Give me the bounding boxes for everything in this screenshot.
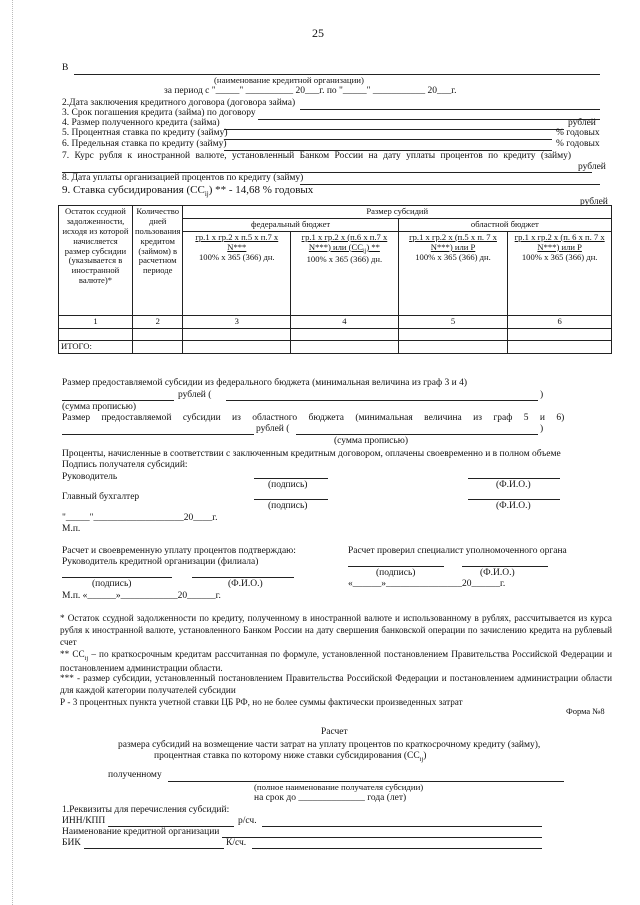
accountant-label: Главный бухгалтер [62,492,140,502]
form-8-label: Форма №8 [566,706,605,716]
federal-words-field[interactable] [226,400,538,401]
total-cell[interactable] [508,340,612,353]
head-signature-field[interactable] [254,478,328,479]
footnote-2: ** $CC_{ij}$ – по краткосрочным кредитам рассчитанная по формуле, установленной постановлением Правительства Российской Федерации и постановлением администрации области. [60,649,612,674]
bik-field[interactable] [84,848,224,849]
col-balance-header: Остаток ссудной задолженности, исходя из которой начисляется размер субсидии (указывается в иностранной валюте)* [59,206,133,316]
received-label: полученному [108,770,162,780]
bank-signature-caption: (подпись) [92,579,132,589]
item-2-field[interactable] [300,109,600,110]
item-8-field[interactable] [300,184,600,185]
head-fio-field[interactable] [468,478,560,479]
item-5-suffix: % годовых [556,128,600,138]
data-cell[interactable] [132,328,183,340]
col-num-6: 6 [508,315,612,328]
requisites-title: 1.Реквизиты для перечисления субсидий: [62,805,230,815]
regional-amount-line: Размер предоставляемой субсидии из областного бюджета (минимальная величина из граф 5 и 6) [62,413,565,423]
federal-amount-line: Размер предоставляемой субсидии из федерального бюджета (минимальная величина из граф 3 и 4) [62,378,468,388]
item-7-suffix: рублей [578,162,606,172]
head-role-label: Руководитель [62,472,118,482]
col-num-2: 2 [132,315,183,328]
item-4-label: 4. Размер полученного кредита (займа) [62,118,220,128]
federal-formula-1: гр.1 х гр.2 х п.5 х п.7 х N*** 100% х 365 (366) дн. [183,231,291,315]
specialist-fio-field[interactable] [462,566,548,567]
regional-close-paren: ) [540,424,544,434]
regional-sum-words-caption: (сумма прописью) [334,436,408,446]
checked-by-label: Расчет проверил специалист уполномоченного органа [348,546,567,556]
federal-sum-words-caption: (сумма прописью) [62,402,136,412]
federal-amount-field[interactable] [62,400,174,401]
to-prefix: В [62,63,69,73]
specialist-signature-caption: (подпись) [376,568,416,578]
subsidy-size-header: Размер субсидий [183,206,612,219]
regional-formula-2: гр.1 х гр.2 х (п. 6 х п. 7 х N***) или Р 100% х 365 (366) дн. [508,231,612,315]
col-num-3: 3 [183,315,291,328]
bank-org-field[interactable] [222,837,542,838]
item-3-field[interactable] [258,119,600,120]
bank-fio-caption: (Ф.И.О.) [228,579,263,589]
federal-budget-header: федеральный бюджет [183,218,398,231]
org-name-caption: (наименование кредитной организации) [214,75,364,85]
subsidy-table [58,205,612,354]
federal-close-paren: ) [540,390,544,400]
recipient-date-line[interactable]: "_____"___________________20____г. [62,513,218,523]
page-number: 25 [312,26,324,40]
item-4-suffix: рублей [568,118,596,128]
recipient-name-caption: (полное наименование получателя субсидии) [254,782,424,792]
regional-formula-1: гр.1 х гр.2 х (п.5 х п. 7 х N***) или Р 100% х 365 (366) дн. [398,231,508,315]
specialist-fio-caption: (Ф.И.О.) [480,568,515,578]
data-cell[interactable] [183,328,291,340]
ks-field[interactable] [252,848,542,849]
item-4-field[interactable] [224,129,564,130]
col-num-4: 4 [291,315,399,328]
total-cell[interactable] [291,340,399,353]
regional-words-field[interactable] [296,434,538,435]
item-5-field[interactable] [224,139,552,140]
item-7-label: 7. Курс рубля к иностранной валюте, установленный Банком России на дату уплаты процентов по кредиту (займу) [62,151,572,161]
item-9-label: 9. Ставка субсидирования $(СС_{ij})$ ** - 14,68 % годовых [62,184,314,199]
regional-amount-field[interactable] [62,434,254,435]
item-2-label: 2.Дата заключения кредитного договора (договора займа) [62,98,296,108]
data-cell[interactable] [398,328,508,340]
form-8-subtitle-2: процентная ставка по которому ниже ставки субсидирования $(СС_{ij})$ [154,751,427,763]
col-days-header: Количество дней пользования кредитом (займом) в расчетном периоде [132,206,183,316]
total-cell[interactable] [132,340,183,353]
head-fio-caption: (Ф.И.О.) [496,480,531,490]
data-cell[interactable] [59,328,133,340]
ks-label: К/сч. [226,838,247,848]
bank-org-label: Наименование кредитной организации [62,827,220,837]
col-num-5: 5 [398,315,508,328]
bank-fio-field[interactable] [192,577,294,578]
item-3-label: 3. Срок погашения кредита (займа) по договору [62,108,256,118]
rs-field[interactable] [262,826,542,827]
form-8-title: Расчет [321,727,348,737]
rs-label: р/сч. [238,816,257,826]
form-8-subtitle-1: размера субсидий на возмещение части затрат на уплату процентов по краткосрочному кредиту (займу), [118,740,541,750]
total-label: ИТОГО: [59,340,133,353]
item-6-label: 6. Предельная ставка по кредиту (займу) [62,139,227,149]
period-line[interactable]: за период с "_____" __________ 20___г. по "_____" ___________ 20___г. [164,86,457,96]
footnote-1: * Остаток ссудной задолженности по кредиту, полученному в иностранной валюте и использованному в рублях, рассчитывается из курса рубля к иностранной валюте, установленного Банком России на дату свершения банковской операции по зачислению кредита на рублевый счет [60,613,612,647]
item-6-suffix: % годовых [556,139,600,149]
federal-rub-label: рублей ( [178,390,212,400]
bik-label: БИК [62,838,81,848]
bank-date-mp-line[interactable]: М.п. «______»____________20______г. [62,591,221,601]
total-cell[interactable] [398,340,508,353]
bank-signature-field[interactable] [62,577,172,578]
item-5-label: 5. Процентная ставка по кредиту (займу) [62,128,228,138]
accountant-fio-caption: (Ф.И.О.) [496,501,531,511]
federal-formula-2: гр.1 х гр.2 х (п.6 х п.7 х N***) или $(СС_{ij})$ ** 100% х 365 (366) дн. [291,231,399,315]
confirm-label: Расчет и своевременную уплату процентов подтверждаю: [62,546,296,556]
specialist-signature-field[interactable] [348,566,444,567]
total-cell[interactable] [183,340,291,353]
specialist-date-line[interactable]: «______»________________20______г. [348,579,506,589]
regional-budget-header: областной бюджет [398,218,611,231]
accountant-signature-field[interactable] [254,499,328,500]
accountant-signature-caption: (подпись) [268,501,308,511]
head-signature-caption: (подпись) [268,480,308,490]
item-8-label: 8. Дата уплаты организацией процентов по кредиту (займу) [62,173,304,183]
term-line[interactable]: на срок до ______________ года (лет) [254,793,407,803]
accountant-fio-field[interactable] [468,499,560,500]
inn-label: ИНН/КПП [62,816,106,826]
col-num-1: 1 [59,315,133,328]
regional-rub-label: рублей ( [256,424,290,434]
paid-note: Проценты, начисленные в соответствии с заключенным кредитным договором, оплачены своевременно и в полном объеме [62,449,561,459]
recipient-mp: М.п. [62,524,81,534]
data-cell[interactable] [291,328,399,340]
margin-fold-line [12,0,13,905]
data-cell[interactable] [508,328,612,340]
footnote-4: Р - 3 процентных пункта учетной ставки ЦБ РФ, но не более суммы фактически произведенных затрат [60,697,463,707]
bank-head-label: Руководитель кредитной организации (филиала) [62,557,259,567]
footnote-3: *** - размер субсидии, установленный постановлением Правительства Российской Федерации и постановлением администрации области для каждой категории получателей субсидии [60,673,612,695]
recipient-sign-label: Подпись получателя субсидий: [62,460,188,470]
item-9-suffix: рублей [580,197,608,207]
